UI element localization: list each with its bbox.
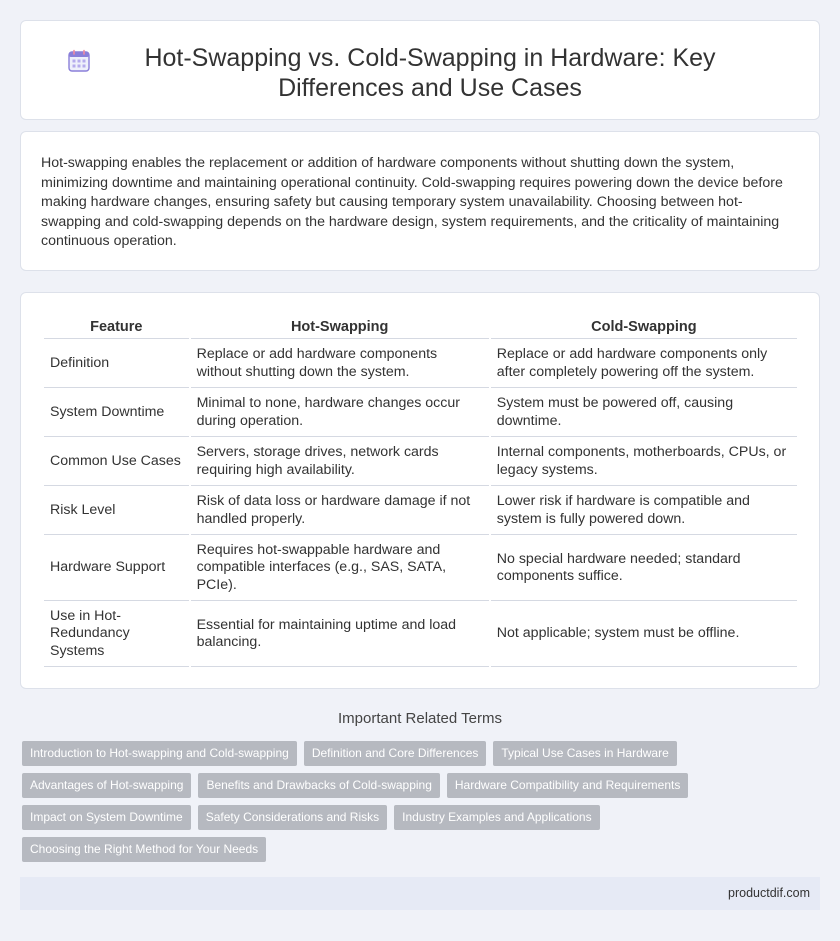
cold-swapping-cell: Replace or add hardware components only after completely powering off the system. — [491, 341, 797, 388]
feature-cell: Risk Level — [44, 488, 189, 535]
table-row — [44, 603, 797, 667]
hot-swapping-cell: Requires hot-swappable hardware and compatible interfaces (e.g., SAS, SATA, PCIe). — [191, 537, 489, 601]
feature-cell: Use in Hot-Redundancy Systems — [44, 603, 189, 667]
table-row — [44, 537, 797, 601]
hot-swapping-cell: Replace or add hardware components without shutting down the system. — [191, 341, 489, 388]
cold-swapping-cell: Lower risk if hardware is compatible and system is fully powered down. — [491, 488, 797, 535]
hot-swapping-cell: Risk of data loss or hardware damage if not handled properly. — [191, 488, 489, 535]
hot-swapping-cell: Minimal to none, hardware changes occur during operation. — [191, 390, 489, 437]
related-term-link[interactable]: Hardware Compatibility and Requirements — [447, 773, 688, 798]
related-term-link[interactable]: Safety Considerations and Risks — [198, 805, 387, 830]
hot-swapping-cell: Essential for maintaining uptime and load balancing. — [191, 603, 489, 667]
table-row — [44, 341, 797, 388]
cold-swapping-cell: Not applicable; system must be offline. — [491, 603, 797, 667]
related-term-link[interactable]: Choosing the Right Method for Your Needs — [22, 837, 266, 862]
summary-card — [20, 131, 820, 271]
cold-swapping-cell: Internal components, motherboards, CPUs, or legacy systems. — [491, 439, 797, 486]
title-card — [20, 20, 820, 120]
cold-swapping-cell: System must be powered off, causing downtime. — [491, 390, 797, 437]
footer-bar — [20, 877, 820, 910]
related-term-link[interactable]: Impact on System Downtime — [22, 805, 191, 830]
related-terms-list — [22, 741, 812, 869]
related-term-link[interactable]: Benefits and Drawbacks of Cold-swapping — [198, 773, 439, 798]
cold-swapping-cell: No special hardware needed; standard components suffice. — [491, 537, 797, 601]
summary-text: Hot-swapping enables the replacement or addition of hardware components without shutting down the system, minimizing downtime and maintaining operational continuity. Cold-swapping requires powering down the device before making hardware changes, ensuring safety but causing temporary system unavailability. Choosing between hot-swapping and cold-swapping depends on the hardware design, system requirements, and the criticality of maintaining continuous operation. — [41, 155, 783, 250]
page-title: Hot-Swapping vs. Cold-Swapping in Hardware: Key Differences and Use Cases — [144, 44, 716, 102]
table-row — [44, 488, 797, 535]
hot-swapping-cell: Servers, storage drives, network cards requiring high availability. — [191, 439, 489, 486]
related-term-link[interactable]: Advantages of Hot-swapping — [22, 773, 191, 798]
feature-cell: Definition — [44, 341, 189, 388]
comparison-card — [20, 292, 820, 689]
feature-cell: Common Use Cases — [44, 439, 189, 486]
related-term-link[interactable]: Definition and Core Differences — [304, 741, 487, 766]
column-header-hot-swapping: Hot-Swapping — [191, 318, 489, 339]
column-header-cold-swapping: Cold-Swapping — [491, 318, 797, 339]
related-terms-heading: Important Related Terms — [338, 710, 502, 727]
feature-cell: System Downtime — [44, 390, 189, 437]
feature-cell: Hardware Support — [44, 537, 189, 601]
related-term-link[interactable]: Introduction to Hot-swapping and Cold-swapping — [22, 741, 297, 766]
related-term-link[interactable]: Industry Examples and Applications — [394, 805, 599, 830]
table-row — [44, 439, 797, 486]
footer-brand[interactable]: productdif.com — [728, 886, 810, 900]
related-term-link[interactable]: Typical Use Cases in Hardware — [493, 741, 676, 766]
comparison-table — [42, 316, 799, 669]
column-header-feature: Feature — [44, 318, 189, 339]
table-row — [44, 390, 797, 437]
table-header-row — [44, 318, 797, 339]
